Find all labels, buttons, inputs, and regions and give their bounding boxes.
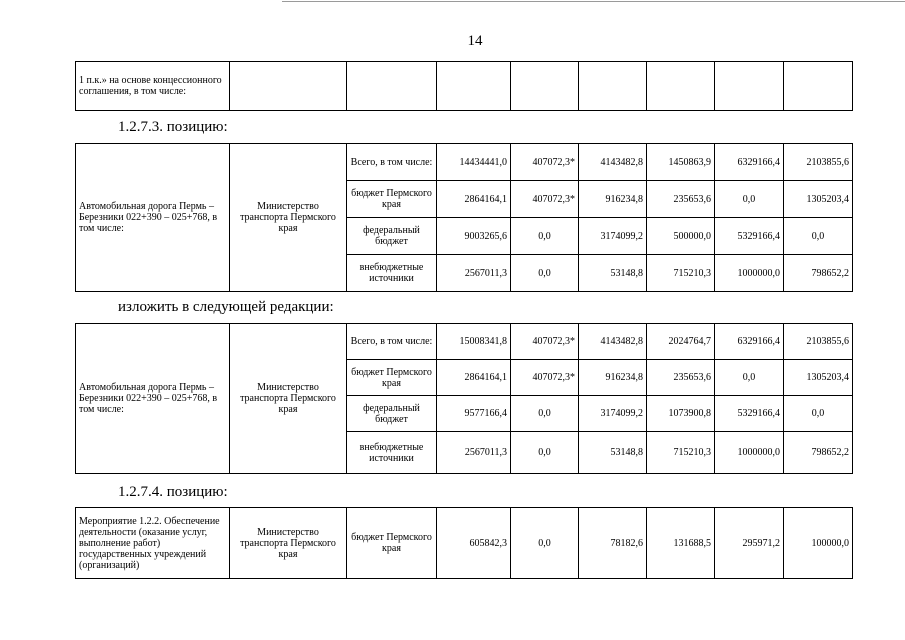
- cell-value: 3174099,2: [579, 396, 647, 432]
- cell-value: 916234,8: [579, 181, 647, 218]
- cell-value: 6329166,4: [715, 144, 784, 181]
- cell-value: 798652,2: [784, 432, 853, 474]
- cell-value: 4143482,8: [579, 144, 647, 181]
- cell-source: федеральный бюджет: [347, 396, 437, 432]
- cell-value: 0,0: [715, 360, 784, 396]
- table-new-position: [75, 323, 853, 474]
- cell-value: 0,0: [784, 396, 853, 432]
- cell-executor: Министерство транспорта Пермского края: [230, 508, 347, 579]
- table-old-position: [75, 143, 853, 292]
- cell-value: 500000,0: [647, 218, 715, 255]
- cell-executor: Министерство транспорта Пермского края: [230, 144, 347, 292]
- cell-value: 715210,3: [647, 255, 715, 292]
- table-row: [76, 508, 853, 579]
- cell-value: 407072,3*: [511, 324, 579, 360]
- cell-value: 2864164,1: [437, 360, 511, 396]
- table-row: [76, 144, 853, 181]
- cell-value: 2567011,3: [437, 255, 511, 292]
- cell-value: 605842,3: [437, 508, 511, 579]
- cell-empty: [715, 62, 784, 111]
- cell-value: 295971,2: [715, 508, 784, 579]
- cell-name: Автомобильная дорога Пермь – Березники 022+390 – 025+768, в том числе:: [76, 324, 230, 474]
- cell-value: 5329166,4: [715, 218, 784, 255]
- cell-source: федеральный бюджет: [347, 218, 437, 255]
- cell-value: 1305203,4: [784, 181, 853, 218]
- cell-source: бюджет Пермского края: [347, 508, 437, 579]
- cell-source: бюджет Пермского края: [347, 181, 437, 218]
- table-row: [76, 324, 853, 360]
- cell-value: 715210,3: [647, 432, 715, 474]
- cell-value: 916234,8: [579, 360, 647, 396]
- cell-empty: [437, 62, 511, 111]
- cell-value: 0,0: [511, 396, 579, 432]
- cell-source: Всего, в том числе:: [347, 324, 437, 360]
- cell-value: 2103855,6: [784, 144, 853, 181]
- cell-value: 5329166,4: [715, 396, 784, 432]
- cell-value: 15008341,8: [437, 324, 511, 360]
- cell-value: 1073900,8: [647, 396, 715, 432]
- cell-value: 9577166,4: [437, 396, 511, 432]
- cell-value: 3174099,2: [579, 218, 647, 255]
- cell-name: 1 п.к.» на основе концессионного соглашения, в том числе:: [76, 62, 230, 111]
- cell-empty: [347, 62, 437, 111]
- top-rule: [282, 1, 905, 2]
- heading-position-1-2-7-4: 1.2.7.4. позицию:: [118, 484, 228, 500]
- cell-value: 2864164,1: [437, 181, 511, 218]
- cell-value: 78182,6: [579, 508, 647, 579]
- cell-value: 0,0: [511, 508, 579, 579]
- cell-source: бюджет Пермского края: [347, 360, 437, 396]
- cell-empty: [230, 62, 347, 111]
- cell-value: 2024764,7: [647, 324, 715, 360]
- cell-value: 53148,8: [579, 432, 647, 474]
- cell-value: 798652,2: [784, 255, 853, 292]
- cell-value: 6329166,4: [715, 324, 784, 360]
- cell-source: внебюджетные источники: [347, 255, 437, 292]
- cell-value: 0,0: [511, 432, 579, 474]
- cell-value: 235653,6: [647, 360, 715, 396]
- cell-value: 407072,3*: [511, 360, 579, 396]
- cell-value: 407072,3*: [511, 181, 579, 218]
- cell-empty: [784, 62, 853, 111]
- cell-name: Мероприятие 1.2.2. Обеспечение деятельности (оказание услуг, выполнение работ) государственных учреждений (организаций): [76, 508, 230, 579]
- cell-value: 9003265,6: [437, 218, 511, 255]
- cell-value: 2103855,6: [784, 324, 853, 360]
- table-row: [76, 62, 853, 111]
- cell-value: 0,0: [511, 255, 579, 292]
- cell-empty: [579, 62, 647, 111]
- cell-value: 1000000,0: [715, 432, 784, 474]
- cell-empty: [511, 62, 579, 111]
- cell-value: 0,0: [511, 218, 579, 255]
- page-number: 14: [467, 33, 483, 49]
- cell-value: 1000000,0: [715, 255, 784, 292]
- cell-value: 4143482,8: [579, 324, 647, 360]
- cell-source: Всего, в том числе:: [347, 144, 437, 181]
- cell-value: 0,0: [784, 218, 853, 255]
- cell-value: 131688,5: [647, 508, 715, 579]
- cell-value: 1305203,4: [784, 360, 853, 396]
- cell-value: 235653,6: [647, 181, 715, 218]
- cell-value: 407072,3*: [511, 144, 579, 181]
- heading-new-edition: изложить в следующей редакции:: [118, 299, 334, 315]
- cell-empty: [647, 62, 715, 111]
- cell-value: 2567011,3: [437, 432, 511, 474]
- cell-value: 100000,0: [784, 508, 853, 579]
- heading-position-1-2-7-3: 1.2.7.3. позицию:: [118, 119, 228, 135]
- cell-value: 14434441,0: [437, 144, 511, 181]
- cell-value: 53148,8: [579, 255, 647, 292]
- cell-executor: Министерство транспорта Пермского края: [230, 324, 347, 474]
- table-measure-1-2-2: [75, 507, 853, 579]
- table-continuation: [75, 61, 853, 111]
- cell-source: внебюджетные источники: [347, 432, 437, 474]
- cell-name: Автомобильная дорога Пермь – Березники 022+390 – 025+768, в том числе:: [76, 144, 230, 292]
- cell-value: 0,0: [715, 181, 784, 218]
- cell-value: 1450863,9: [647, 144, 715, 181]
